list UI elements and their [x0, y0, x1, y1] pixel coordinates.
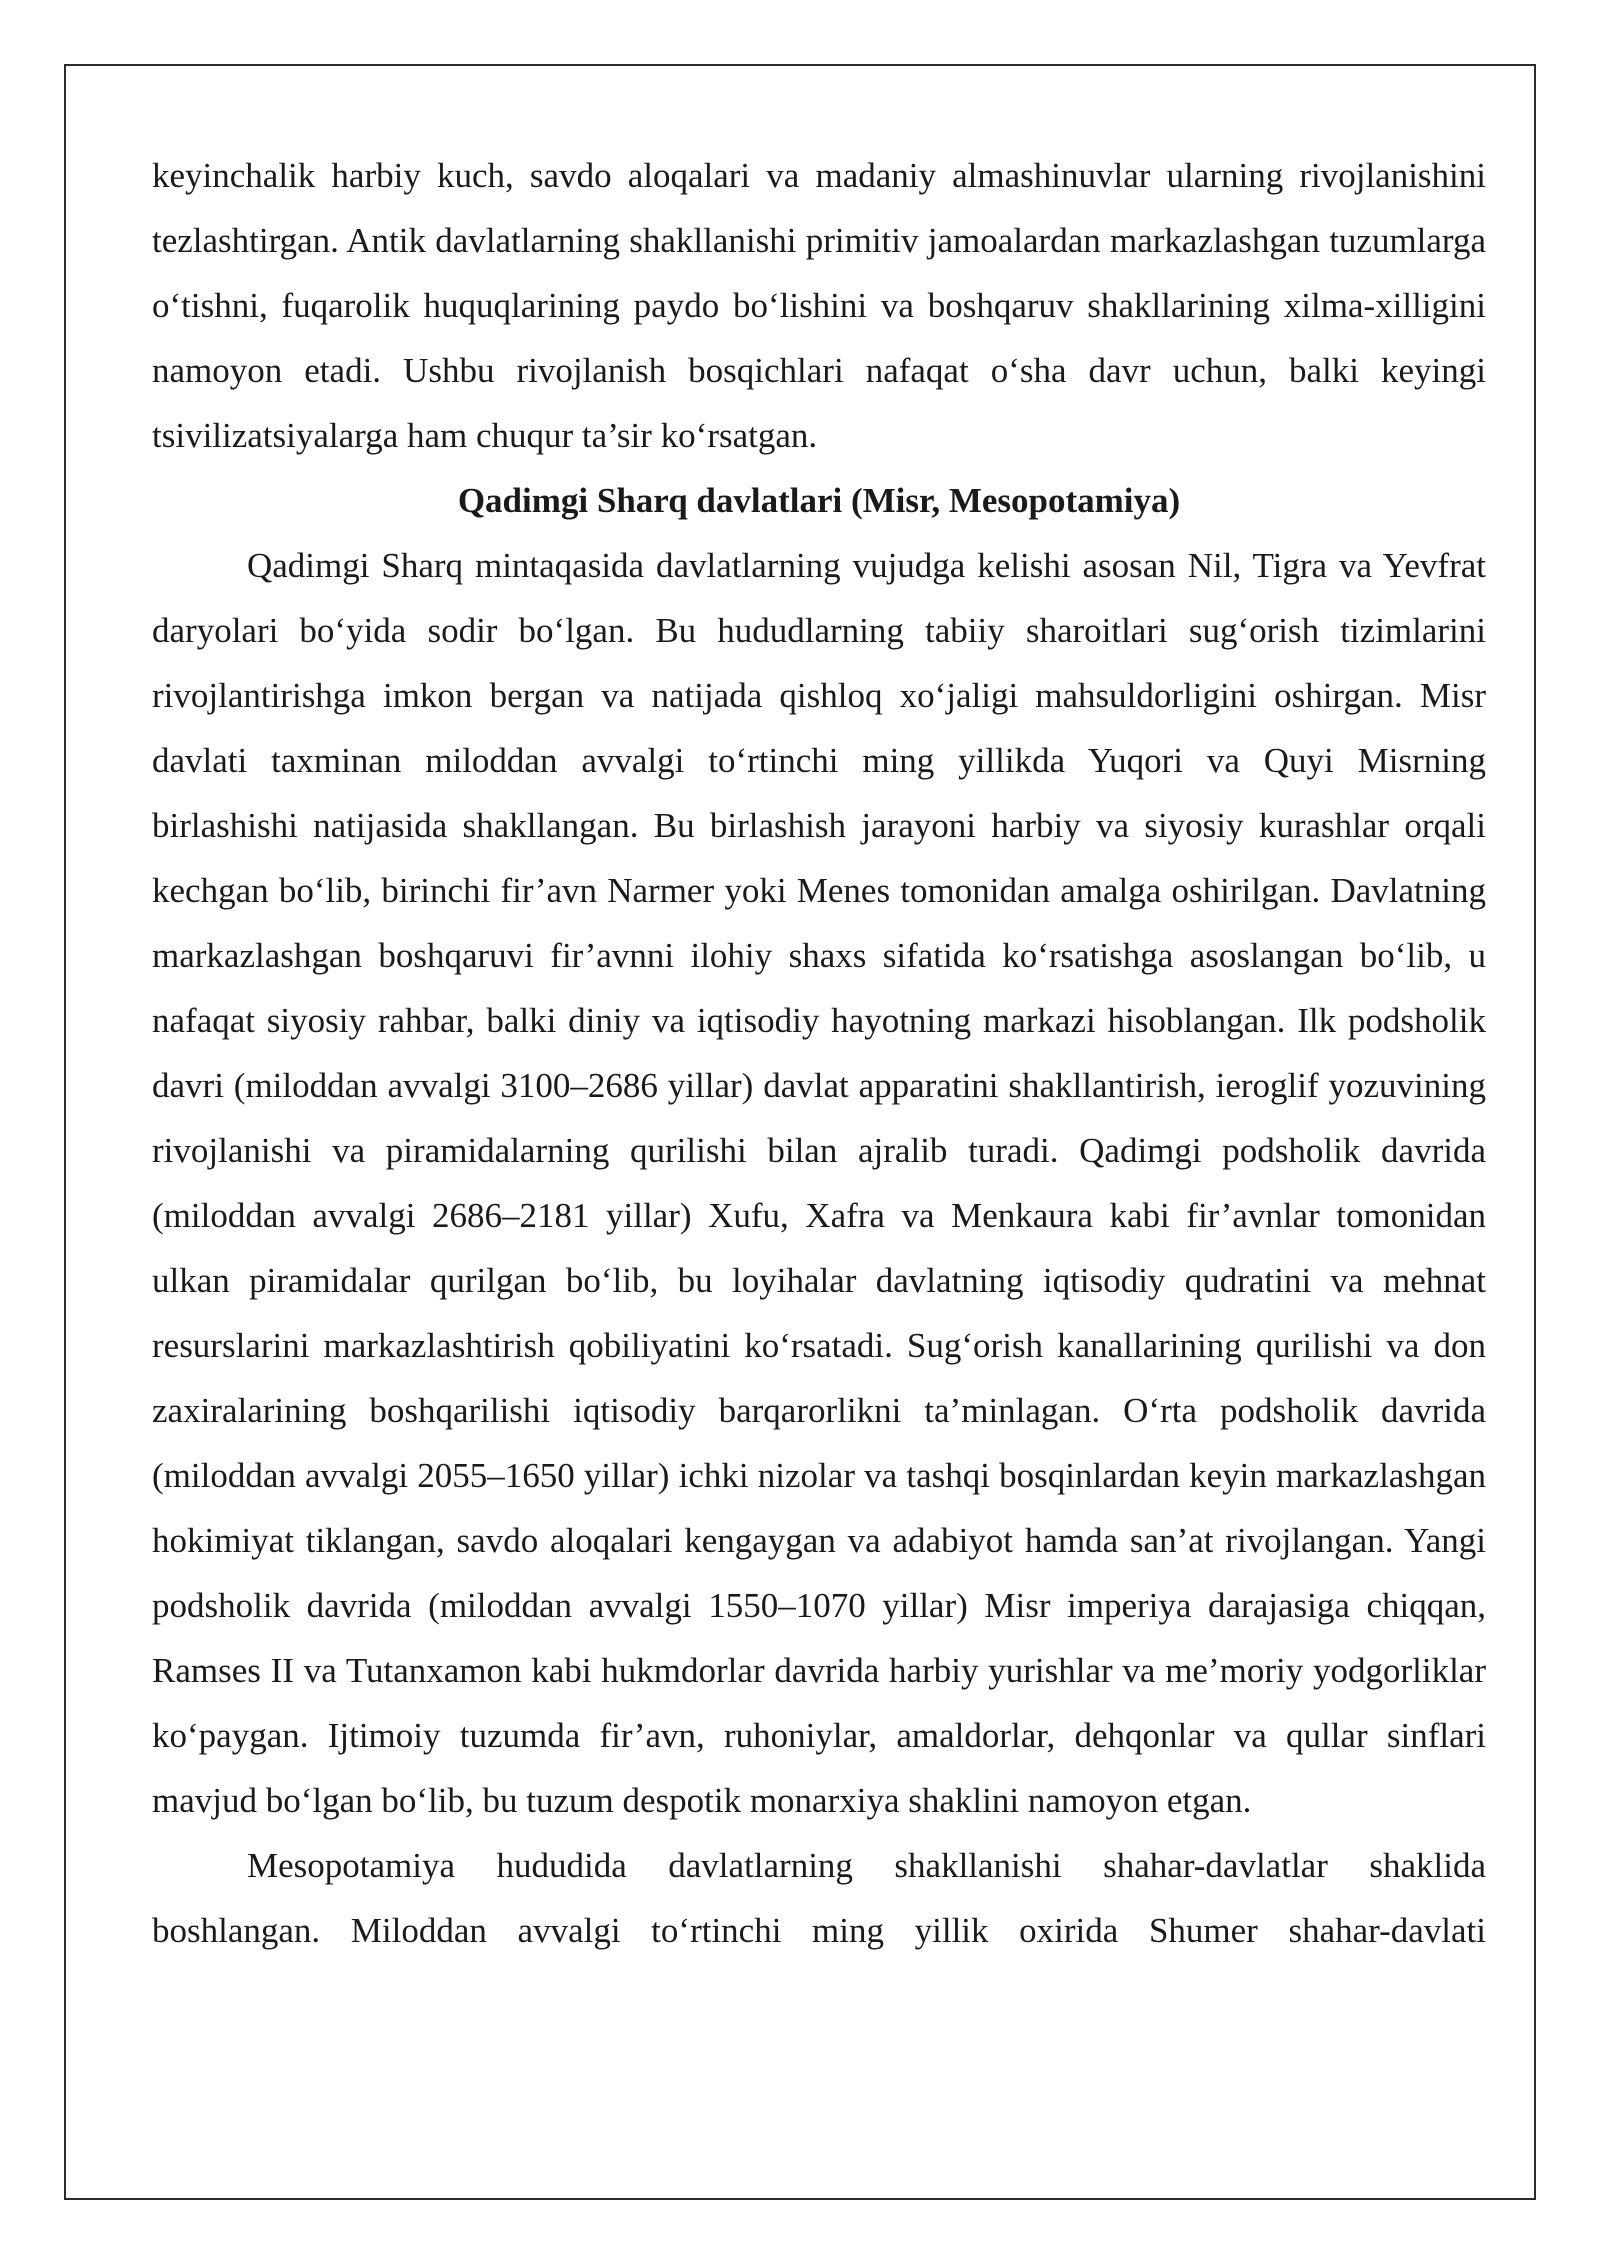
section-heading: Qadimgi Sharq davlatlari (Misr, Mesopotamiya) [457, 481, 1181, 520]
paragraph-egypt: Qadimgi Sharq mintaqasida davlatlarning vujudga kelishi asosan Nil, Tigra va Yevfrat daryolari bo‘yida sodir bo‘lgan. Bu hududlarning tabiiy sharoitlari sug‘orish tizimlarini rivojlantirishga imkon bergan va natijada qishloq xo‘jaligi mahsuldorligini oshirgan. Misr davlati taxminan miloddan avvalgi to‘rtinchi ming yillikda Yuqori va Quyi Misrning birlashishi natijasida shakllangan. Bu birlashish jarayoni harbiy va siyosiy kurashlar orqali kechgan bo‘lib, birinchi fir’avn Narmer yoki Menes tomonidan amalga oshirilgan. Davlatning markazlashgan boshqaruvi fir’avnni ilohiy shaxs sifatida ko‘rsatishga asoslangan bo‘lib, u nafaqat siyosiy rahbar, balki diniy va iqtisodiy hayotning markazi hisoblangan. Ilk podsholik davri (miloddan avvalgi 3100–2686 yillar) davlat apparatini shakllantirish, ieroglif yozuvining rivojlanishi va piramidalarning qurilishi bilan ajralib turadi. Qadimgi podsholik davrida (miloddan avvalgi 2686–2181 yillar) Xufu, Xafra va Menkaura kabi fir’avnlar tomonidan ulkan piramidalar qurilgan bo‘lib, bu loyihalar davlatning iqtisodiy qudratini va mehnat resurslarini markazlashtirish qobiliyatini ko‘rsatadi. Sug‘orish kanallarining qurilishi va don zaxiralarining boshqarilishi iqtisodiy barqarorlikni ta’minlagan. O‘rta podsholik davrida (miloddan avvalgi 2055–1650 yillar) ichki nizolar va tashqi bosqinlardan keyin markazlashgan hokimiyat tiklangan, savdo aloqalari kengaygan va adabiyot hamda san’at rivojlangan. Yangi podsholik davrida (miloddan avvalgi 1550–1070 yillar) Misr imperiya darajasiga chiqqan, Ramses II va Tutanxamon kabi hukmdorlar davrida harbiy yurishlar va me’moriy yodgorliklar ko‘paygan. Ijtimoiy tuzumda fir’avn, ruhoniylar, amaldorlar, dehqonlar va qullar sinflari mavjud bo‘lgan bo‘lib, bu tuzum despotik monarxiya shaklini namoyon etgan. [152, 546, 1486, 1820]
paragraph-mesopotamia: Mesopotamiya hududida davlatlarning shakllanishi shahar-davlatlar shaklida boshlangan. Miloddan avvalgi to‘rtinchi ming yillik oxirida Shumer shahar-davlati [152, 1846, 1486, 1950]
paragraph-intro-continuation: keyinchalik harbiy kuch, savdo aloqalari va madaniy almashinuvlar ularning rivojlanishini tezlashtirgan. Antik davlatlarning shakllanishi primitiv jamoalardan markazlashgan tuzumlarga o‘tishni, fuqarolik huquqlarining paydo bo‘lishini va boshqaruv shakllarining xilma-xilligini namoyon etadi. Ushbu rivojlanish bosqichlari nafaqat o‘sha davr uchun, balki keyingi tsivilizatsiyalarga ham chuqur ta’sir ko‘rsatgan. [152, 156, 1486, 455]
document-body [152, 143, 1486, 1963]
